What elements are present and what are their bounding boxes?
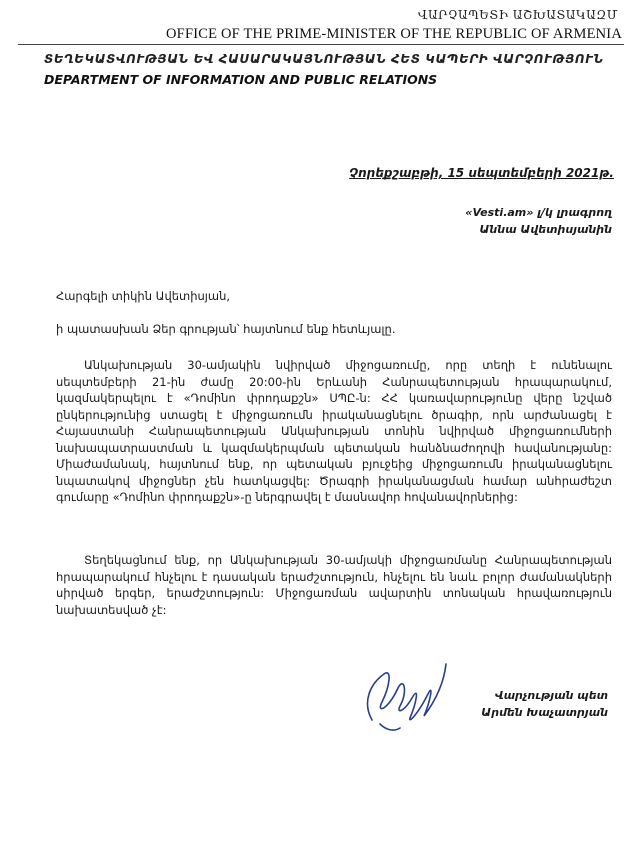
header-armenian-office: ՎԱՐՉԱՊԵՏԻ ԱՇԽԱՏԱԿԱԶՄ bbox=[417, 8, 618, 22]
intro-line: ի պատասխան Ձեր գրության՝ հայտնում ենք հետևյալը. bbox=[56, 322, 396, 336]
signature-scribble bbox=[340, 640, 460, 740]
header-english-department: DEPARTMENT OF INFORMATION AND PUBLIC RELATIONS bbox=[44, 72, 438, 87]
header-divider bbox=[18, 44, 624, 45]
header-english-office: OFFICE OF THE PRIME-MINISTER OF THE REPUBLIC OF ARMENIA bbox=[166, 26, 622, 42]
signatory-name: Արմեն Խաչատրյան bbox=[481, 706, 608, 719]
header-armenian-department: ՏԵՂԵԿԱՏՎՈՒԹՅԱՆ ԵՎ ՀԱՍԱՐԱԿԱՅՆՈՒԹՅԱՆ ՀԵՏ ԿԱՊԵՐԻ ՎԱՐՉՈՒԹՅՈՒՆ bbox=[44, 52, 604, 66]
signatory-position: Վարչության պետ bbox=[494, 689, 608, 702]
recipient-line-2: Աննա Ավետիսյանին bbox=[479, 223, 612, 236]
recipient-line-1: «Vesti.am» լ/կ լրագրող bbox=[465, 206, 612, 219]
salutation: Հարգելի տիկին Ավետիսյան, bbox=[56, 289, 231, 303]
body-paragraph-1: Անկախության 30-ամյակին նվիրված միջոցառումը, որը տեղի է ունենալու սեպտեմբերի 21-ին ժամը 20:00-ին Երևանի Հանրապետության հրապարակում, կազմակերպելու է «Դոմինո փրոդաքշն» ՍՊԸ-ն: ՀՀ կառավարությունը վերը նշված ընկերությունից ստացել է միջոցառումն իրականացնելու ծրագիր, որն արժանացել է Հայաստանի Հանրապետության Անկախության տոնին նվիրված միջոցառումների նախապատրաստման և կազմակերպման պետական հանձնաժողովի հավանությանը: Միաժամանակ, հայտնում ենք, որ պետական բյուջեից միջոցառումն իրականացնելու նպատակով միջոցներ չեն հատկացվել: Ծրագրի իրականացման համար անհրաժեշտ գումարը «Դոմինո փրոդաքշն»-ը ներգրավել է մասնավոր հովանավորներից: bbox=[56, 358, 612, 504]
body-paragraph-2: Տեղեկացնում ենք, որ Անկախության 30-ամյակի միջոցառմանը Հանրապետության հրապարակում հնչելու է դասական երաժշտություն, հնչելու են նաև բոլոր ժամանակների սիրված երգեր, երաժշտություն: Միջոցառման ավարտին տոնական հրավառություն նախատեսված չէ: bbox=[56, 553, 612, 617]
letter-date: Չորեքշաբթի, 15 սեպտեմբերի 2021թ. bbox=[349, 166, 614, 180]
